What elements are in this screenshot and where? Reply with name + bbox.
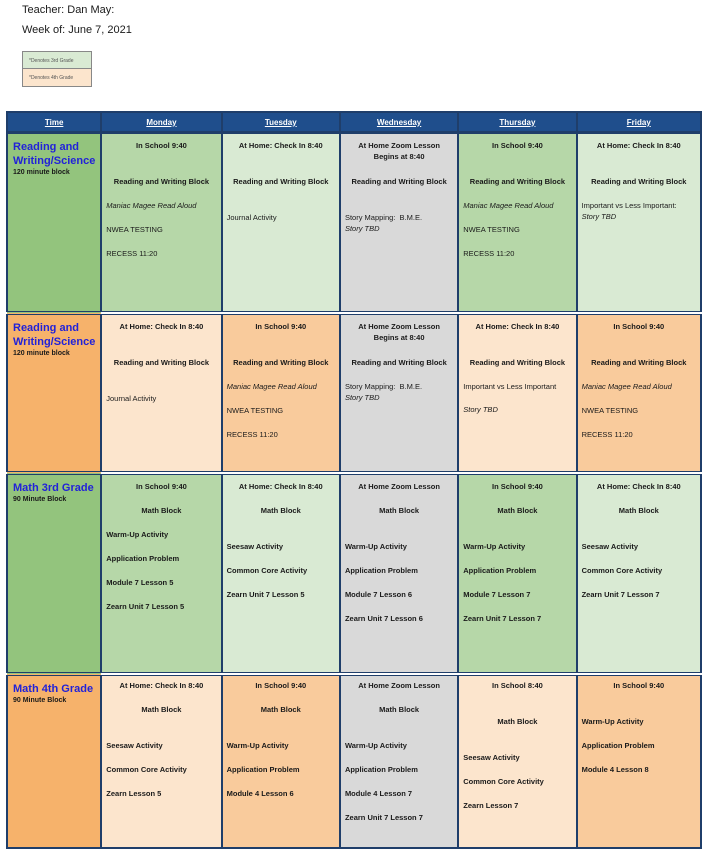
location-line: In School 9:40 bbox=[613, 322, 665, 331]
block-line: Reading and Writing Block bbox=[351, 177, 447, 186]
activity-line: Common Core Activity bbox=[106, 765, 187, 774]
activity-line: Story TBD bbox=[581, 212, 617, 221]
wednesday-cell bbox=[340, 133, 458, 314]
block-line: Reading and Writing Block bbox=[233, 358, 329, 367]
activity-line: Module 4 Lesson 7 bbox=[344, 789, 413, 798]
activity-line: Zearn Lesson 5 bbox=[106, 789, 162, 798]
block-line: Reading and Writing Block bbox=[113, 177, 210, 186]
monday-cell bbox=[101, 133, 221, 314]
activity-line: RECESS 11:20 bbox=[581, 430, 633, 439]
location-line: In School 9:40 bbox=[613, 681, 665, 690]
block-line: Reading and Writing Block bbox=[469, 358, 566, 367]
thursday-cell bbox=[458, 133, 576, 314]
activity-line: Seesaw Activity bbox=[226, 542, 284, 551]
block-duration: 120 minute block bbox=[13, 169, 70, 176]
color-legend bbox=[22, 51, 92, 87]
activity-line: RECESS 11:20 bbox=[106, 249, 158, 258]
activity-line: Application Problem bbox=[106, 554, 180, 563]
teacher-name: Teacher: Dan May: bbox=[22, 4, 115, 16]
location-line: In School 9:40 bbox=[136, 482, 187, 491]
activity-line: Zearn Unit 7 Lesson 6 bbox=[344, 614, 423, 623]
activity-line: Zearn Unit 7 Lesson 5 bbox=[106, 602, 185, 611]
activity-line: Warm-Up Activity bbox=[226, 741, 289, 750]
activity-line: Warm-Up Activity bbox=[344, 542, 407, 551]
block-line: Math Block bbox=[141, 705, 182, 714]
activity-line: Common Core Activity bbox=[463, 777, 544, 786]
location-line: In School 9:40 bbox=[136, 141, 187, 150]
monday-cell bbox=[101, 674, 221, 848]
tuesday-cell bbox=[222, 473, 340, 674]
block-duration: 90 Minute Block bbox=[13, 697, 67, 704]
col-header-friday: Friday bbox=[577, 112, 701, 133]
activity-line: NWEA TESTING bbox=[463, 225, 520, 234]
location-line: At Home Zoom Lesson Begins at 8:40 bbox=[358, 322, 443, 342]
friday-cell bbox=[577, 473, 701, 674]
location-line: At Home: Check In 8:40 bbox=[475, 322, 560, 331]
location-line: At Home: Check In 8:40 bbox=[596, 141, 681, 150]
activity-line: RECESS 11:20 bbox=[463, 249, 515, 258]
activity-line: Zearn Lesson 7 bbox=[463, 801, 519, 810]
activity-line: NWEA TESTING bbox=[106, 225, 163, 234]
location-line: In School 9:40 bbox=[255, 322, 307, 331]
table-row bbox=[7, 133, 701, 314]
monday-cell bbox=[101, 313, 221, 473]
table-row bbox=[7, 473, 701, 674]
legend-4th-grade: *Denotes 4th Grade bbox=[22, 69, 92, 87]
friday-cell bbox=[577, 313, 701, 473]
location-line: In School 9:40 bbox=[255, 681, 307, 690]
time-cell bbox=[7, 313, 101, 473]
activity-line: RECESS 11:20 bbox=[226, 430, 278, 439]
monday-cell bbox=[101, 473, 221, 674]
activity-line: Important vs Less Important bbox=[463, 382, 557, 391]
activity-line: Journal Activity bbox=[106, 394, 157, 403]
activity-line: Maniac Magee Read Aloud bbox=[581, 382, 672, 391]
block-line: Math Block bbox=[497, 506, 538, 515]
block-line: Reading and Writing Block bbox=[233, 177, 329, 186]
wednesday-cell bbox=[340, 313, 458, 473]
location-line: At Home: Check In 8:40 bbox=[119, 681, 204, 690]
block-line: Reading and Writing Block bbox=[469, 177, 566, 186]
header-row bbox=[7, 112, 701, 133]
time-cell bbox=[7, 674, 101, 848]
activity-line: Module 4 Lesson 8 bbox=[581, 765, 649, 774]
thursday-cell bbox=[458, 313, 576, 473]
activity-line: Zearn Unit 7 Lesson 7 bbox=[463, 614, 542, 623]
location-line: At Home: Check In 8:40 bbox=[238, 141, 323, 150]
activity-line: Module 7 Lesson 6 bbox=[344, 590, 413, 599]
activity-line: Seesaw Activity bbox=[581, 542, 639, 551]
activity-line: Warm-Up Activity bbox=[106, 530, 169, 539]
wednesday-cell bbox=[340, 674, 458, 848]
document-header bbox=[22, 0, 132, 40]
activity-line: Application Problem bbox=[581, 741, 655, 750]
activity-line: Seesaw Activity bbox=[463, 753, 520, 762]
friday-cell bbox=[577, 674, 701, 848]
activity-line: Module 7 Lesson 7 bbox=[463, 590, 531, 599]
activity-line: Zearn Unit 7 Lesson 5 bbox=[226, 590, 305, 599]
location-line: At Home Zoom Lesson bbox=[358, 681, 440, 690]
block-line: Math Block bbox=[379, 506, 420, 515]
block-duration: 120 minute block bbox=[13, 350, 70, 357]
location-line: At Home Zoom Lesson Begins at 8:40 bbox=[358, 141, 443, 161]
location-line: At Home: Check In 8:40 bbox=[238, 482, 323, 491]
location-line: At Home: Check In 8:40 bbox=[119, 322, 204, 331]
block-line: Math Block bbox=[260, 705, 301, 714]
friday-cell bbox=[577, 133, 701, 314]
activity-line: Module 4 Lesson 6 bbox=[226, 789, 294, 798]
activity-line: Warm-Up Activity bbox=[344, 741, 407, 750]
activity-line: NWEA TESTING bbox=[226, 406, 284, 415]
col-header-tuesday: Tuesday bbox=[222, 112, 340, 133]
activity-line: Maniac Magee Read Aloud bbox=[463, 201, 554, 210]
weekly-schedule-table bbox=[6, 111, 702, 849]
activity-line: NWEA TESTING bbox=[581, 406, 639, 415]
block-line: Math Block bbox=[260, 506, 301, 515]
thursday-cell bbox=[458, 473, 576, 674]
col-header-thursday: Thursday bbox=[458, 112, 576, 133]
thursday-cell bbox=[458, 674, 576, 848]
activity-line: Application Problem bbox=[226, 765, 300, 774]
activity-line: Maniac Magee Read Aloud bbox=[226, 382, 317, 391]
activity-line: Application Problem bbox=[463, 566, 537, 575]
activity-line: Zearn Unit 7 Lesson 7 bbox=[581, 590, 660, 599]
activity-line: Warm-Up Activity bbox=[581, 717, 644, 726]
block-duration: 90 Minute Block bbox=[13, 496, 67, 503]
activity-line: Important vs Less Important: bbox=[581, 201, 677, 210]
block-line: Math Block bbox=[497, 717, 538, 726]
time-cell bbox=[7, 473, 101, 674]
activity-line: Story TBD bbox=[463, 405, 498, 414]
col-header-monday: Monday bbox=[101, 112, 221, 133]
activity-line: Seesaw Activity bbox=[106, 741, 163, 750]
activity-line: Story Mapping: B.M.E. bbox=[344, 213, 423, 222]
block-line: Math Block bbox=[379, 705, 420, 714]
legend-3rd-grade: *Denotes 3rd Grade bbox=[22, 51, 92, 69]
tuesday-cell bbox=[222, 313, 340, 473]
activity-line: Application Problem bbox=[344, 566, 418, 575]
block-title: Math 3rd Grade bbox=[13, 482, 94, 494]
col-header-wednesday: Wednesday bbox=[340, 112, 458, 133]
time-cell bbox=[7, 133, 101, 314]
block-title: Reading and Writing/Science bbox=[13, 322, 96, 348]
block-title: Reading and Writing/Science bbox=[13, 141, 96, 167]
activity-line: Zearn Unit 7 Lesson 7 bbox=[344, 813, 423, 822]
location-line: In School 9:40 bbox=[492, 141, 543, 150]
block-line: Reading and Writing Block bbox=[591, 177, 687, 186]
tuesday-cell bbox=[222, 674, 340, 848]
activity-line: Module 7 Lesson 5 bbox=[106, 578, 174, 587]
activity-line: Maniac Magee Read Aloud bbox=[106, 201, 197, 210]
activity-line: Common Core Activity bbox=[226, 566, 308, 575]
table-row bbox=[7, 674, 701, 848]
block-line: Math Block bbox=[141, 506, 182, 515]
activity-line: Story TBD bbox=[344, 224, 380, 233]
tuesday-cell bbox=[222, 133, 340, 314]
activity-line: Journal Activity bbox=[226, 213, 277, 222]
block-line: Math Block bbox=[618, 506, 659, 515]
table-row bbox=[7, 313, 701, 473]
location-line: At Home Zoom Lesson bbox=[358, 482, 440, 491]
block-line: Reading and Writing Block bbox=[591, 358, 687, 367]
activity-line: Common Core Activity bbox=[581, 566, 663, 575]
location-line: In School 9:40 bbox=[492, 482, 543, 491]
block-line: Reading and Writing Block bbox=[113, 358, 210, 367]
block-line: Reading and Writing Block bbox=[351, 358, 447, 367]
location-line: In School 8:40 bbox=[492, 681, 543, 690]
activity-line: Story TBD bbox=[344, 393, 380, 402]
week-of: Week of: June 7, 2021 bbox=[22, 24, 132, 36]
activity-line: Story Mapping: B.M.E. bbox=[344, 382, 423, 391]
block-title: Math 4th Grade bbox=[13, 683, 94, 695]
activity-line: Application Problem bbox=[344, 765, 418, 774]
location-line: At Home: Check In 8:40 bbox=[596, 482, 681, 491]
col-header-time: Time bbox=[7, 112, 101, 133]
wednesday-cell bbox=[340, 473, 458, 674]
activity-line: Warm-Up Activity bbox=[463, 542, 526, 551]
